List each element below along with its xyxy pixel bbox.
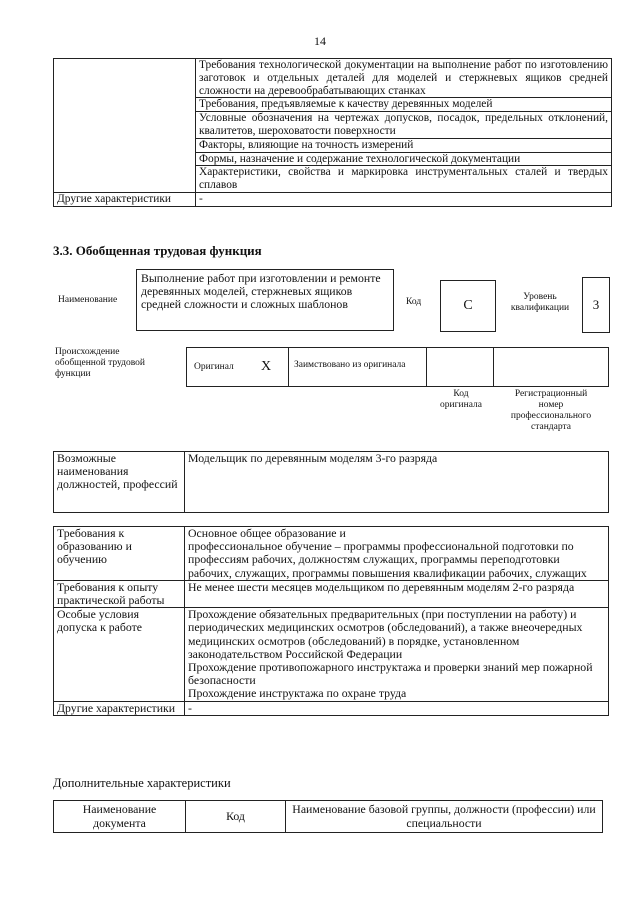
experience-value: Не менее шести месяцев модельщиком по деревянным моделям 2-го разряда: [185, 580, 609, 607]
level-value: 3: [592, 297, 600, 312]
other-label: Другие характеристики: [54, 701, 185, 715]
code-original-cell: [426, 347, 494, 387]
col-document-name: Наименование документа: [54, 801, 186, 833]
admission-label: Особые условия допуска к работе: [54, 608, 185, 701]
level-value-box: [582, 277, 610, 333]
other-value: -: [185, 701, 609, 715]
knowledge-row: Требования технологической документации на выполнение работ по изготовлению заготовок и отдельных деталей для моделей и стержневых ящиков средней сложности на деревообрабатывающих станках: [196, 59, 612, 98]
original-label: Оригинал: [194, 362, 234, 372]
name-label: Наименование: [58, 295, 118, 305]
admission-line: Прохождение противопожарного инструктажа и проверки знаний мер пожарной безопасности: [188, 660, 593, 688]
positions-value: Модельщик по деревянным моделям 3-го разряда: [185, 452, 609, 513]
education-value: [185, 527, 609, 581]
admission-line: Прохождение инструктажа по охране труда: [188, 686, 407, 701]
page-number: 14: [314, 34, 326, 48]
borrowed-label: Заимствовано из оригинала: [294, 360, 406, 370]
knowledge-row: Условные обозначения на чертежах допусков, посадок, предельных отклонений, квалитетов, шероховатости поверхности: [196, 112, 612, 139]
experience-label: Требования к опыту практической работы: [54, 580, 185, 607]
other-characteristics-value: -: [196, 192, 612, 206]
reg-number-cell: [493, 347, 609, 387]
section-title: 3.3. Обобщенная трудовая функция: [53, 243, 262, 258]
education-line: профессиональное обучение – программы профессиональной подготовки по профессиям рабочих, должностям служащих, программы переподготовки рабочих, служащих, программы повышения квалификации рабочих, служащих: [188, 539, 587, 580]
original-cell: [186, 347, 289, 387]
code-label: Код: [406, 297, 422, 307]
education-label: Требования к образованию и обучению: [54, 527, 185, 581]
code-original-label: Код оригинала: [440, 389, 482, 410]
positions-table: [53, 451, 609, 513]
education-line: Основное общее образование и: [188, 526, 346, 540]
empty-label-cell: [54, 59, 196, 193]
knowledge-row: Факторы, влияющие на точность измерений: [196, 138, 612, 152]
col-code: Код: [186, 801, 286, 833]
knowledge-row: Характеристики, свойства и маркировка инструментальных сталей и твердых сплавов: [196, 166, 612, 193]
admission-line: Прохождение обязательных предварительных (при поступлении на работу) и периодических медицинских осмотров (обследований), а также внеочередных медицинских осмотров (обследований) в порядке, установленном законодательством Российской Федерации: [188, 607, 583, 661]
knowledge-row: Формы, назначение и содержание технологической документации: [196, 152, 612, 166]
other-characteristics-label: Другие характеристики: [54, 192, 196, 206]
admission-value: [185, 608, 609, 701]
additional-title: Дополнительные характеристики: [53, 776, 231, 790]
name-value-box: [136, 269, 394, 331]
knowledge-row: Требования, предъявляемые к качеству деревянных моделей: [196, 98, 612, 112]
origin-label: Происхождение обобщенной трудовой функции: [55, 347, 145, 379]
code-value: C: [463, 298, 473, 313]
original-mark: X: [261, 359, 272, 374]
knowledge-table: [53, 58, 612, 207]
name-value: Выполнение работ при изготовлении и ремонте деревянных моделей, стержневых ящиков средней сложности и сложных шаблонов: [141, 271, 381, 312]
positions-label: Возможные наименования должностей, профессий: [54, 452, 185, 513]
borrowed-cell: [288, 347, 427, 387]
additional-table: [53, 800, 603, 833]
requirements-table: [53, 526, 609, 716]
col-base-group: Наименование базовой группы, должности (профессии) или специальности: [286, 801, 603, 833]
level-label: Уровень квалификации: [510, 292, 570, 313]
code-value-box: [440, 280, 496, 332]
reg-number-label: Регистрационный номер профессионального стандарта: [510, 389, 592, 432]
